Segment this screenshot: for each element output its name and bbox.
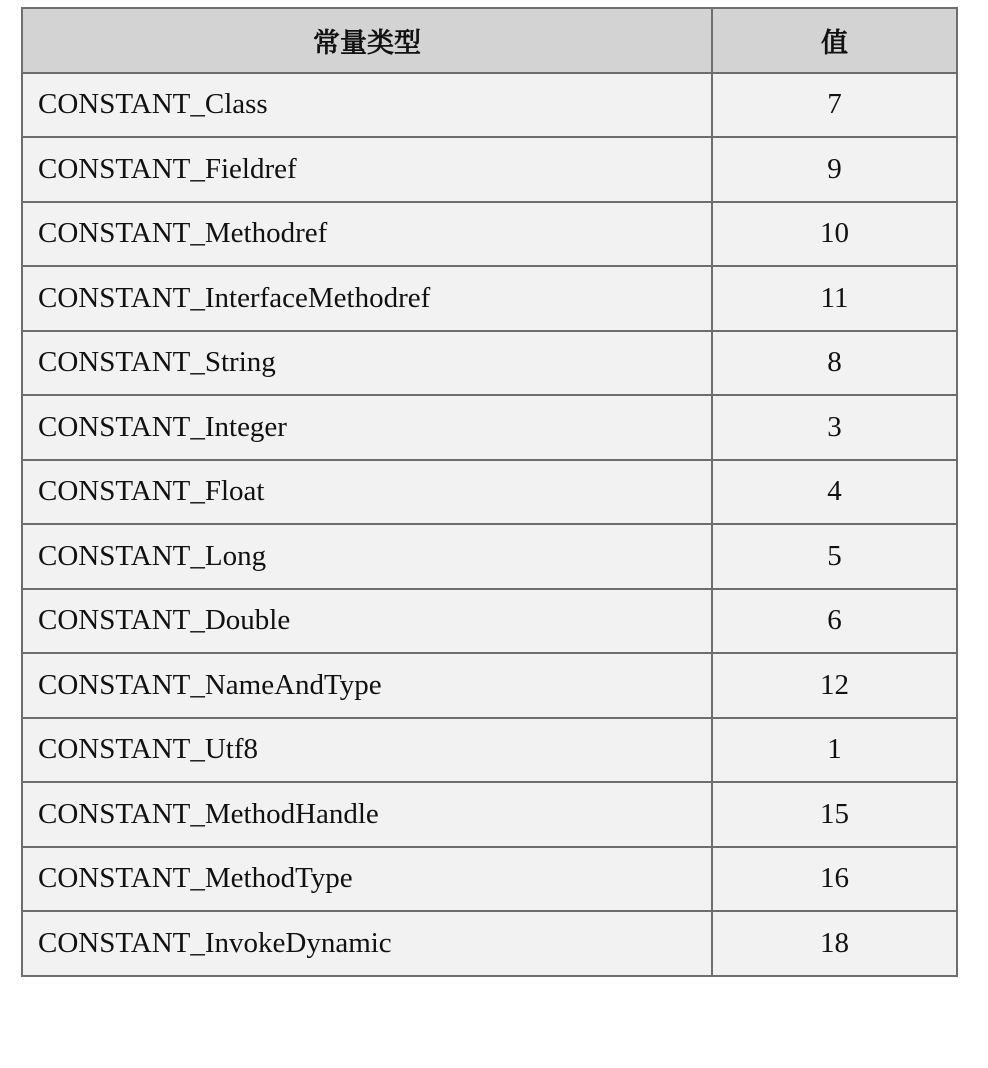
value-cell: 1 — [712, 718, 957, 783]
value-cell: 8 — [712, 331, 957, 396]
table-row — [22, 589, 957, 654]
constant-type-cell: CONSTANT_InvokeDynamic — [22, 911, 712, 976]
value-cell: 3 — [712, 395, 957, 460]
header-value: 值 — [712, 8, 957, 73]
header-row — [22, 8, 957, 73]
constant-pool-table-container — [21, 7, 956, 977]
table-row — [22, 137, 957, 202]
table-row — [22, 395, 957, 460]
value-cell: 15 — [712, 782, 957, 847]
table-row — [22, 266, 957, 331]
value-cell: 5 — [712, 524, 957, 589]
value-cell: 12 — [712, 653, 957, 718]
header-constant-type: 常量类型 — [22, 8, 712, 73]
value-cell: 6 — [712, 589, 957, 654]
table-row — [22, 73, 957, 138]
constant-type-cell: CONSTANT_Float — [22, 460, 712, 525]
table-header — [22, 8, 957, 73]
table-body — [22, 73, 957, 976]
value-cell: 18 — [712, 911, 957, 976]
constant-type-cell: CONSTANT_NameAndType — [22, 653, 712, 718]
constant-type-cell: CONSTANT_String — [22, 331, 712, 396]
value-cell: 9 — [712, 137, 957, 202]
table-row — [22, 202, 957, 267]
value-cell: 11 — [712, 266, 957, 331]
table-row — [22, 847, 957, 912]
table-row — [22, 653, 957, 718]
constant-type-cell: CONSTANT_InterfaceMethodref — [22, 266, 712, 331]
table-row — [22, 911, 957, 976]
constant-type-cell: CONSTANT_Double — [22, 589, 712, 654]
table-row — [22, 524, 957, 589]
constant-pool-table — [21, 7, 958, 977]
constant-type-cell: CONSTANT_MethodType — [22, 847, 712, 912]
constant-type-cell: CONSTANT_Class — [22, 73, 712, 138]
table-row — [22, 331, 957, 396]
constant-type-cell: CONSTANT_Fieldref — [22, 137, 712, 202]
constant-type-cell: CONSTANT_Utf8 — [22, 718, 712, 783]
constant-type-cell: CONSTANT_Long — [22, 524, 712, 589]
value-cell: 7 — [712, 73, 957, 138]
table-row — [22, 782, 957, 847]
constant-type-cell: CONSTANT_Integer — [22, 395, 712, 460]
value-cell: 16 — [712, 847, 957, 912]
value-cell: 4 — [712, 460, 957, 525]
constant-type-cell: CONSTANT_Methodref — [22, 202, 712, 267]
table-row — [22, 718, 957, 783]
value-cell: 10 — [712, 202, 957, 267]
constant-type-cell: CONSTANT_MethodHandle — [22, 782, 712, 847]
table-row — [22, 460, 957, 525]
